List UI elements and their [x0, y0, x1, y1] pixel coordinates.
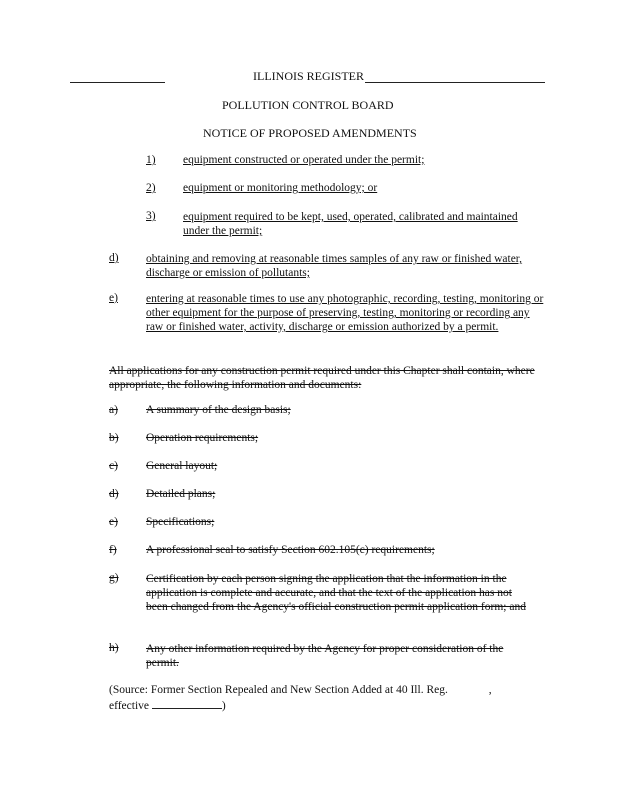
source-comma: , [488, 684, 492, 696]
header-left-rule [70, 82, 165, 83]
source-effective: effective [109, 700, 152, 712]
item-text: equipment required to be kept, used, operated, calibrated and maintained under the permit; [183, 211, 518, 237]
effective-date-blank [152, 698, 222, 709]
item-letter: d) [109, 252, 119, 264]
item-text: equipment or monitoring methodology; or [183, 182, 378, 194]
deleted-letter: c) [109, 460, 118, 472]
deleted-text: A summary of the design basis; [146, 404, 291, 416]
item-number: 2) [146, 182, 156, 194]
register-title: ILLINOIS REGISTER [253, 69, 364, 83]
notice-title: NOTICE OF PROPOSED AMENDMENTS [203, 126, 417, 140]
deleted-intro: All applications for any construction permit required under this Chapter shall contain, where appropriate, the following information and documents: [109, 365, 535, 391]
deleted-text: A professional seal to satisfy Section 602.105(c) requirements; [146, 544, 435, 556]
item-letter: e) [109, 292, 118, 304]
source-close: ) [221, 700, 226, 712]
board-title: POLLUTION CONTROL BOARD [222, 98, 394, 112]
deleted-letter: a) [109, 404, 118, 416]
deleted-letter: d) [109, 488, 119, 500]
deleted-letter: b) [109, 432, 119, 444]
deleted-text: Certification by each person signing the application that the information in the application is complete and accurate, and that the text of the application has not been changed from the Agency's official construction permit application form; and [146, 573, 526, 613]
deleted-letter: h) [109, 642, 119, 654]
deleted-text: General layout; [146, 460, 218, 472]
deleted-text: Any other information required by the Agency for proper consideration of the permit. [146, 643, 504, 669]
item-number: 3) [146, 210, 156, 222]
item-number: 1) [146, 154, 156, 166]
item-text: obtaining and removing at reasonable times samples of any raw or finished water, discharge or emission of pollutants; [146, 253, 523, 279]
source-line-1 [109, 684, 492, 696]
item-text: equipment constructed or operated under the permit; [183, 154, 425, 166]
source-text: (Source: Former Section Repealed and New Section Added at 40 Ill. Reg. [109, 684, 451, 696]
deleted-letter: f) [109, 544, 117, 556]
source-line-2 [109, 698, 226, 712]
deleted-text: Specifications; [146, 516, 215, 528]
deleted-letter: g) [109, 572, 119, 584]
deleted-letter: e) [109, 516, 118, 528]
deleted-text: Detailed plans; [146, 488, 216, 500]
item-text: entering at reasonable times to use any photographic, recording, testing, monitoring or other equipment for the purpose of preserving, testing, monitoring or recording any raw or finished water, activity, discharge or emission authorized by a permit. [146, 293, 544, 333]
header-right-rule [365, 82, 545, 83]
deleted-text: Operation requirements; [146, 432, 259, 444]
